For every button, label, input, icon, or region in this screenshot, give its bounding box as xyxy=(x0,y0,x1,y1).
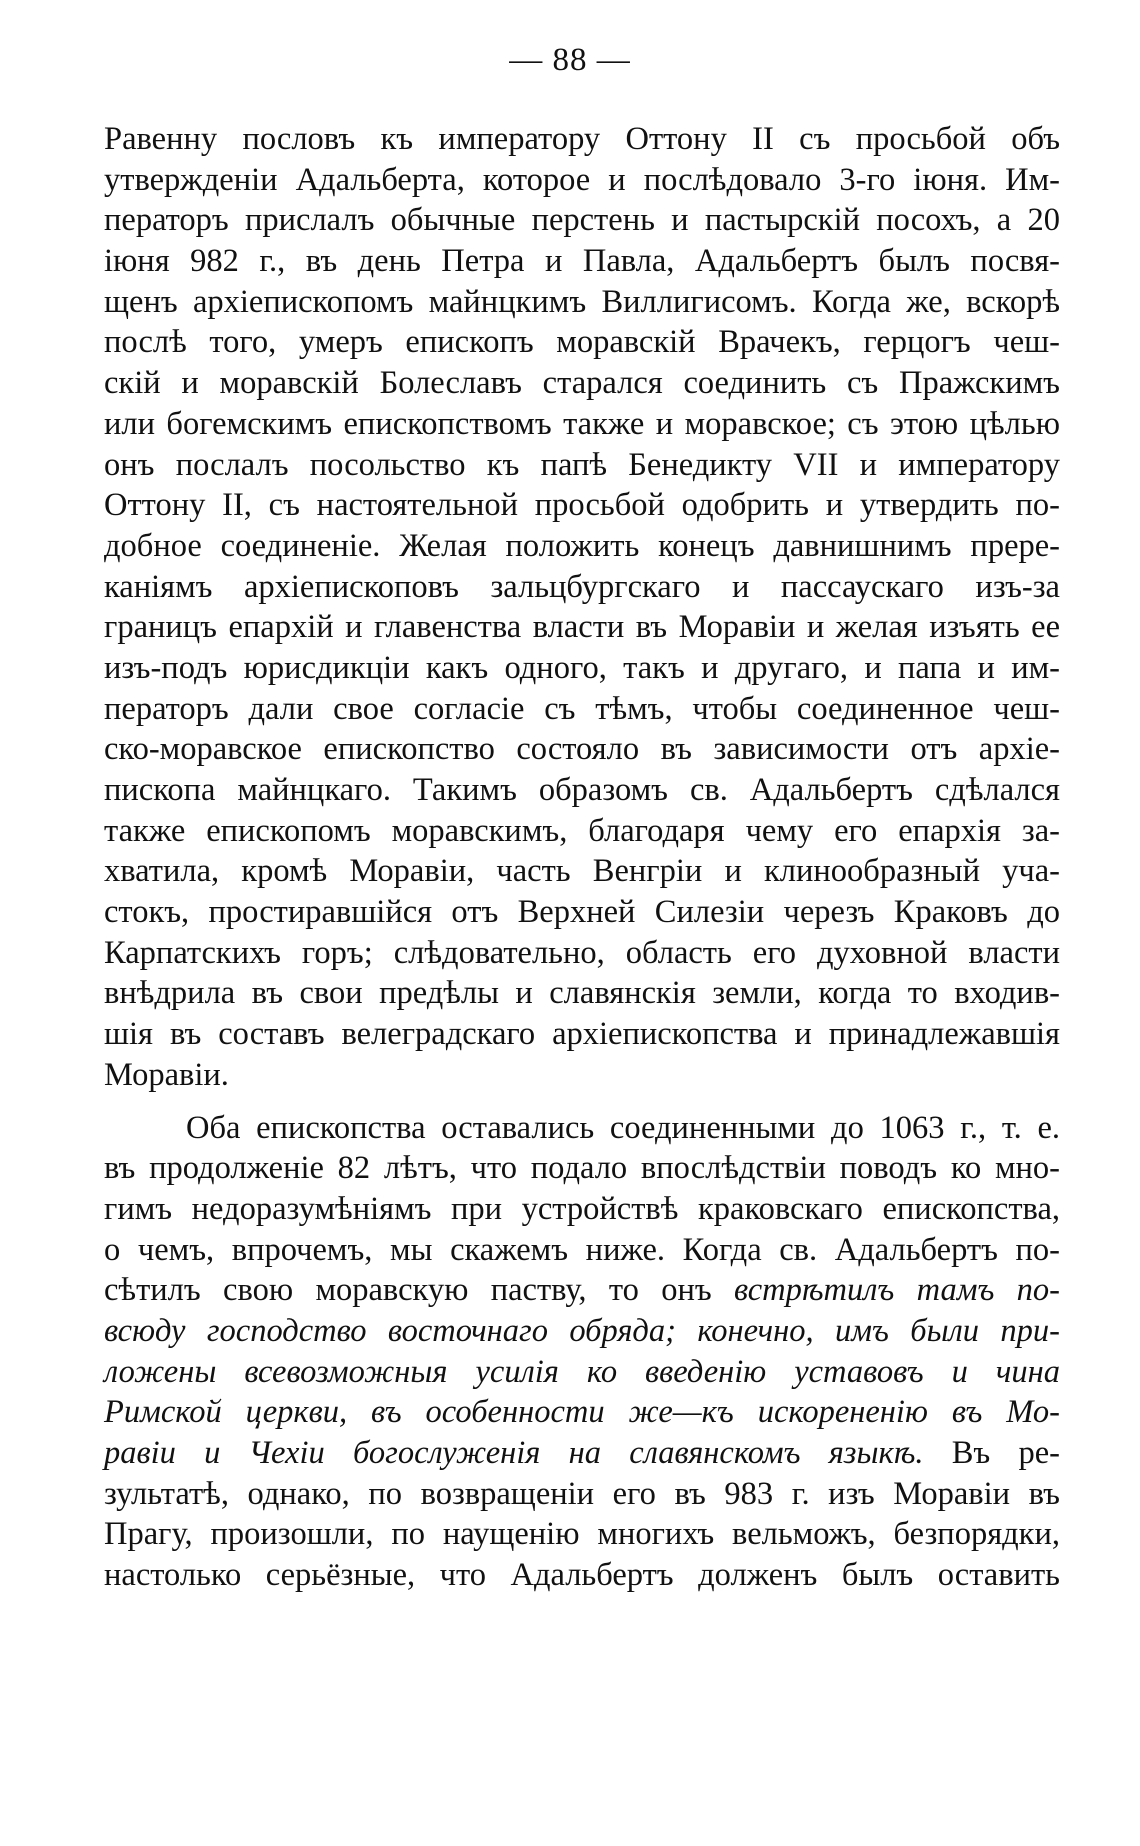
text-line: добное соединенiе. Желая положить конецъ давнишнимъ прере- xyxy=(104,527,1060,564)
paragraph-1 xyxy=(104,119,1060,1096)
text-line: также епископомъ моравскимъ, благодаря чему его епархiя за- xyxy=(104,812,1060,849)
text-line: ператоръ прислалъ обычные перстень и пастырскiй посохъ, а 20 xyxy=(104,202,1060,239)
text-line: послѣ того, умеръ епископъ моравскiй Врачекъ, герцогъ чеш- xyxy=(104,324,1060,361)
text-line: Прагу, произошли, по наущенiю многихъ вельможъ, безпорядки, xyxy=(104,1516,1060,1553)
text-line: границъ епархiй и главенства власти въ Моравiи и желая изъять ее xyxy=(104,609,1060,646)
text-line: щенъ архiепископомъ майнцкимъ Виллигисомъ. Когда же, вскорѣ xyxy=(104,283,1060,320)
text-line: iюня 982 г., въ день Петра и Павла, Адальбертъ былъ посвя- xyxy=(104,243,1060,280)
text-line: зультатѣ, однако, по возвращенiи его въ 983 г. изъ Моравiи въ xyxy=(104,1475,1060,1512)
text-line: утвержденiи Адальберта, которое и послѣдовало 3-го iюня. Им- xyxy=(104,161,1060,198)
text-line: Равенну пословъ къ императору Оттону II съ просьбой объ xyxy=(104,121,1060,157)
body-text xyxy=(104,119,1060,1596)
text-line: пископа майнцкаго. Такимъ образомъ св. Адальбертъ сдѣлался xyxy=(104,772,1060,808)
text-line: Оба епископства оставались соединенными до 1063 г., т. е. xyxy=(186,1109,1060,1146)
italic-text-line: ложены всевозможныя усилiя ко введенiю уставовъ и чина xyxy=(104,1353,1060,1390)
text-line: или богемскимъ епископствомъ также и моравское; съ этою цѣлью xyxy=(104,405,1060,442)
text-line: ператоръ дали свое согласiе съ тѣмъ, чтобы соединенное чеш- xyxy=(104,690,1060,727)
plain-text-segment: сѣтилъ свою моравскую паству, то онъ xyxy=(104,1272,735,1309)
text-line: шiя въ составъ велеградскаго архiепископства и принадлежавшiя xyxy=(104,1016,1060,1053)
italic-text-line: Римской церкви, въ особенности же—къ искорененiю въ Мо- xyxy=(104,1394,1060,1431)
italic-text-segment: встрѣтилъ тамъ по- xyxy=(734,1272,1061,1309)
text-line: внѣдрила въ свои предѣлы и славянскiя земли, когда то входив- xyxy=(104,975,1060,1012)
italic-text-line: всюду господство восточнаго обряда; конечно, имъ были при- xyxy=(104,1312,1060,1349)
paragraph-2 xyxy=(104,1108,1060,1596)
text-line: скiй и моравскiй Болеславъ старался соединить съ Пражскимъ xyxy=(104,365,1060,402)
page-number: — 88 — xyxy=(509,42,631,78)
paragraph-gap xyxy=(104,1096,1060,1108)
plain-text-segment: Въ ре- xyxy=(923,1435,1060,1471)
text-line: хватила, кромѣ Моравiи, часть Венгрiи и клинообразный уча- xyxy=(104,853,1060,890)
text-line: о чемъ, впрочемъ, мы скажемъ ниже. Когда св. Адальбертъ по- xyxy=(104,1231,1060,1268)
text-line: Оттону II, съ настоятельной просьбой одобрить и утвердить по- xyxy=(104,487,1060,524)
text-line: ско-моравское епископство состояло въ зависимости отъ архiе- xyxy=(104,731,1060,768)
text-line: изъ-подъ юрисдикцiи какъ одного, такъ и другаго, и папа и им- xyxy=(104,649,1060,686)
text-line: Моравiи. xyxy=(104,1056,229,1093)
text-line-mixed xyxy=(104,1433,1060,1474)
text-line: Карпатскихъ горъ; слѣдовательно, область его духовной власти xyxy=(104,934,1060,971)
text-line: въ продолженiе 82 лѣтъ, что подало впослѣдствiи поводъ ко мно- xyxy=(104,1150,1060,1187)
text-line: гимъ недоразумѣнiямъ при устройствѣ краковскаго епископства, xyxy=(104,1190,1060,1227)
text-line: стокъ, простиравшiйся отъ Верхней Силезiи черезъ Краковъ до xyxy=(104,894,1060,931)
text-line: онъ послалъ посольство къ папѣ Бенедикту VII и императору xyxy=(104,446,1060,483)
italic-text-segment: равiи и Чехiи богослуженiя на славянскомъ языкѣ. xyxy=(104,1435,924,1471)
text-line: канiямъ архiепископовъ зальцбургскаго и пассаускаго изъ-за xyxy=(104,568,1060,605)
text-line-mixed xyxy=(104,1270,1060,1311)
text-line: настолько серьёзные, что Адальбертъ долженъ былъ оставить xyxy=(104,1557,1060,1594)
